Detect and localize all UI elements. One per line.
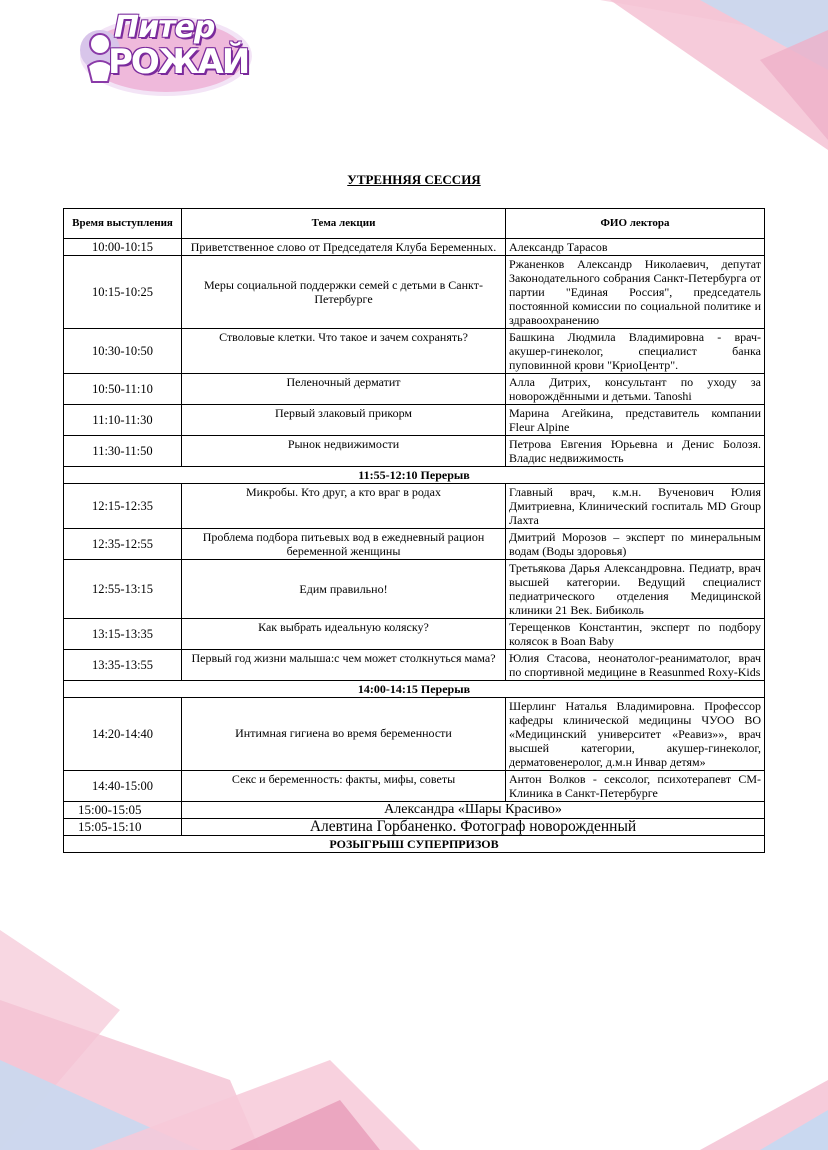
time-cell: 13:15-13:35 xyxy=(64,619,182,650)
speaker-cell: Третьякова Дарья Александровна. Педиатр, врач высшей категории. Ведущий специалист педиатрического отделения Медицинской клиники 21 Век. Бибиколь xyxy=(506,560,765,619)
time-cell: 12:15-12:35 xyxy=(64,484,182,529)
time-cell: 14:40-15:00 xyxy=(64,771,182,802)
table-row xyxy=(64,650,765,681)
topic-cell: Меры социальной поддержки семей с детьми в Санкт-Петербурге xyxy=(182,256,506,329)
speaker-cell: Петрова Евгения Юрьевна и Денис Болозя. Владис недвижимость xyxy=(506,436,765,467)
table-row xyxy=(64,698,765,771)
table-row xyxy=(64,560,765,619)
logo-line-1: Питер xyxy=(114,10,215,45)
time-cell: 15:00-15:05 xyxy=(64,802,182,819)
speaker-cell: Александр Тарасов xyxy=(506,239,765,256)
speaker-cell: Дмитрий Морозов – эксперт по минеральным водам (Воды здоровья) xyxy=(506,529,765,560)
speaker-cell: Марина Агейкина, представитель компании Fleur Alpine xyxy=(506,405,765,436)
topic-cell: Стволовые клетки. Что такое и зачем сохранять? xyxy=(182,329,506,374)
table-row xyxy=(64,239,765,256)
table-row xyxy=(64,819,765,836)
topic-cell: Микробы. Кто друг, а кто враг в родах xyxy=(182,484,506,529)
table-row xyxy=(64,329,765,374)
topic-cell: Едим правильно! xyxy=(182,560,506,619)
table-row xyxy=(64,802,765,819)
topic-cell: Первый злаковый прикорм xyxy=(182,405,506,436)
time-cell: 11:30-11:50 xyxy=(64,436,182,467)
time-cell: 15:05-15:10 xyxy=(64,819,182,836)
break-label: 11:55-12:10 Перерыв xyxy=(64,467,765,484)
header-row xyxy=(64,209,765,239)
table-row xyxy=(64,529,765,560)
header-speaker: ФИО лектора xyxy=(506,209,765,239)
speaker-cell: Антон Волков - сексолог, психотерапевт СМ-Клиника в Санкт-Петербурге xyxy=(506,771,765,802)
header-time: Время выступления xyxy=(64,209,182,239)
table-row xyxy=(64,436,765,467)
table-row xyxy=(64,405,765,436)
time-cell: 12:35-12:55 xyxy=(64,529,182,560)
table-row xyxy=(64,256,765,329)
time-cell: 10:50-11:10 xyxy=(64,374,182,405)
speaker-cell: Юлия Стасова, неонатолог-реаниматолог, врач по спортивной медицине в Reasunmed Roxy-Kids xyxy=(506,650,765,681)
time-cell: 11:10-11:30 xyxy=(64,405,182,436)
section-title: УТРЕННЯЯ СЕССИЯ xyxy=(347,172,481,187)
table-row xyxy=(64,771,765,802)
performer-cell: Александра «Шары Красиво» xyxy=(182,802,765,819)
topic-cell: Приветственное слово от Председателя Клуба Беременных. xyxy=(182,239,506,256)
performer-cell: Алевтина Горбаненко. Фотограф новорожденный xyxy=(182,819,765,836)
time-cell: 10:00-10:15 xyxy=(64,239,182,256)
header-topic: Тема лекции xyxy=(182,209,506,239)
speaker-cell: Главный врач, к.м.н. Вученович Юлия Дмитриевна, Клинический госпиталь MD Group Лахта xyxy=(506,484,765,529)
time-cell: 13:35-13:55 xyxy=(64,650,182,681)
speaker-cell: Башкина Людмила Владимировна - врач-акушер-гинеколог, специалист банка пуповинной крови "КриоЦентр". xyxy=(506,329,765,374)
logo-line-2: РОЖАЙ xyxy=(108,42,249,82)
speaker-cell: Ржаненков Александр Николаевич, депутат Законодательного собрания Санкт-Петербурга от партии "Единая Россия", председатель постоянной комиссии по социальной политике и здравоохранению xyxy=(506,256,765,329)
time-cell: 14:20-14:40 xyxy=(64,698,182,771)
break-label: 14:00-14:15 Перерыв xyxy=(64,681,765,698)
speaker-cell: Шерлинг Наталья Владимировна. Профессор кафедры клинической медицины ЧУОО ВО «Медицинский университет «Реавиз»», врач высшей категории, акушер-гинеколог, дерматовенеролог, д.м.н Инвар детям» xyxy=(506,698,765,771)
logo xyxy=(74,8,254,100)
table-row xyxy=(64,374,765,405)
topic-cell: Интимная гигиена во время беременности xyxy=(182,698,506,771)
time-cell: 12:55-13:15 xyxy=(64,560,182,619)
break-row xyxy=(64,467,765,484)
final-row xyxy=(64,836,765,853)
time-cell: 10:30-10:50 xyxy=(64,329,182,374)
table-row xyxy=(64,619,765,650)
final-label: РОЗЫГРЫШ СУПЕРПРИЗОВ xyxy=(64,836,765,853)
topic-cell: Рынок недвижимости xyxy=(182,436,506,467)
topic-cell: Как выбрать идеальную коляску? xyxy=(182,619,506,650)
topic-cell: Пеленочный дерматит xyxy=(182,374,506,405)
schedule-table xyxy=(63,208,765,853)
speaker-cell: Терещенков Константин, эксперт по подбору колясок в Boan Baby xyxy=(506,619,765,650)
topic-cell: Секс и беременность: факты, мифы, советы xyxy=(182,771,506,802)
topic-cell: Первый год жизни малыша:с чем может столкнуться мама? xyxy=(182,650,506,681)
topic-cell: Проблема подбора питьевых вод в ежедневный рацион беременной женщины xyxy=(182,529,506,560)
table-row xyxy=(64,484,765,529)
break-row xyxy=(64,681,765,698)
speaker-cell: Алла Дитрих, консультант по уходу за новорождёнными и детьми. Tanoshi xyxy=(506,374,765,405)
time-cell: 10:15-10:25 xyxy=(64,256,182,329)
